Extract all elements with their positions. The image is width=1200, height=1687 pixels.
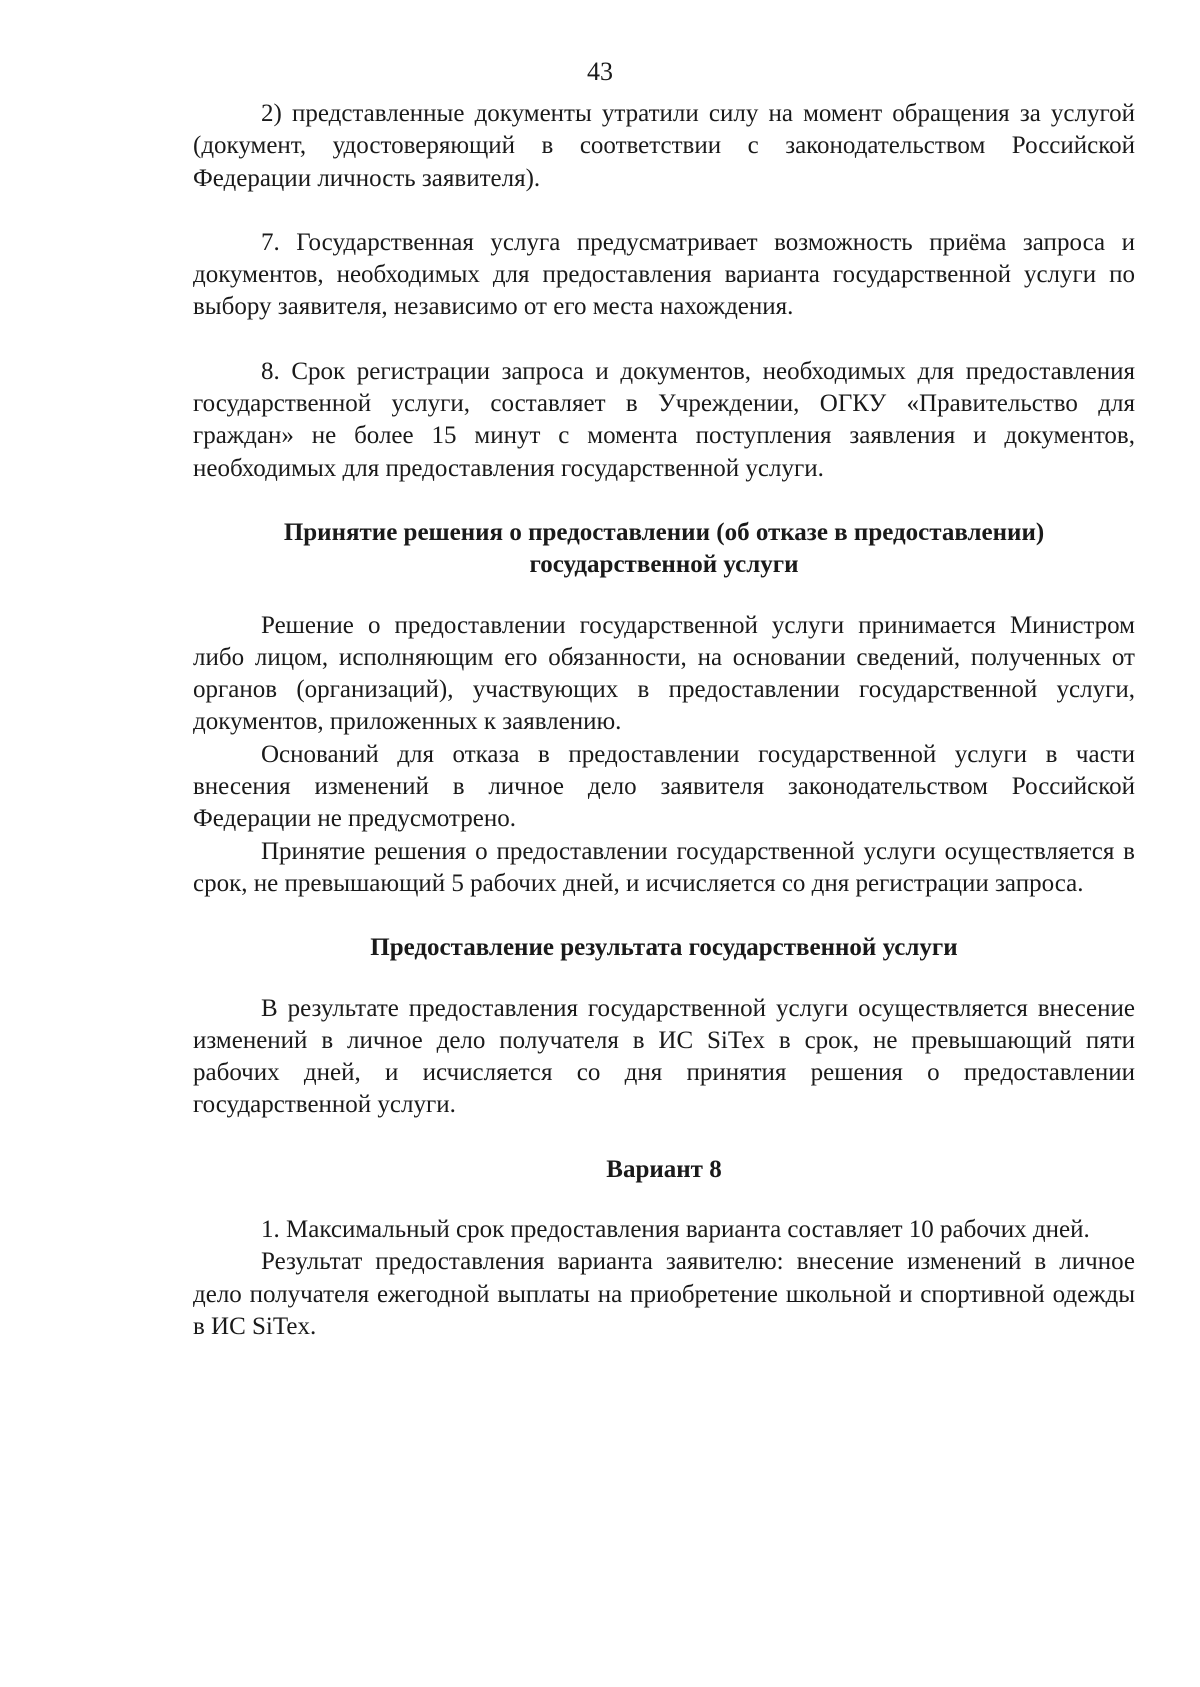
decision-paragraph-2: Оснований для отказа в предоставлении государственной услуги в части внесения изменений в личное дело заявителя законодательством Российской Федерации не предусмотрено.: [193, 740, 1135, 833]
page-number: 43: [587, 57, 613, 86]
decision-paragraph-3: Принятие решения о предоставлении государственной услуги осуществляется в срок, не превышающий 5 рабочих дней, и исчисляется со дня регистрации запроса.: [193, 837, 1135, 897]
section-heading-result: Предоставление результата государственной услуги: [370, 934, 958, 962]
variant-paragraph-1: 1. Максимальный срок предоставления варианта составляет 10 рабочих дней.: [261, 1216, 1090, 1244]
paragraph-8: 8. Срок регистрации запроса и документов, необходимых для предоставления государственной услуги, составляет в Учреждении, ОГКУ «Правительство для граждан» не более 15 минут с момента поступления заявления и документов, необходимых для предоставления государственной услуги.: [193, 357, 1135, 482]
section-heading-variant-8: Вариант 8: [606, 1155, 722, 1183]
decision-paragraph-1: Решение о предоставлении государственной услуги принимается Министром либо лицом, исполняющим его обязанности, на основании сведений, полученных от органов (организаций), участвующих в предоставлении государственной услуги, документов, приложенных к заявлению.: [193, 611, 1135, 736]
result-paragraph-1: В результате предоставления государственной услуги осуществляется внесение изменений в личное дело получателя в ИС SiTex в срок, не превышающий пяти рабочих дней, и исчисляется со дня принятия решения о предоставлении государственной услуги.: [193, 994, 1135, 1119]
paragraph-item-2: 2) представленные документы утратили силу на момент обращения за услугой (документ, удостоверяющий в соответствии с законодательством Российской Федерации личность заявителя).: [193, 100, 1135, 192]
paragraph-7: 7. Государственная услуга предусматривает возможность приёма запроса и документов, необходимых для предоставления варианта государственной услуги по выбору заявителя, независимо от его места нахождения.: [193, 228, 1135, 321]
document-body: [193, 98, 1135, 1343]
variant-paragraph-2: Результат предоставления варианта заявителю: внесение изменений в личное дело получателя ежегодной выплаты на приобретение школьной и спортивной одежды в ИС SiTex.: [193, 1248, 1135, 1340]
section-heading-decision: Принятие решения о предоставлении (об отказе в предоставлении) государственной услуги: [283, 518, 1045, 579]
